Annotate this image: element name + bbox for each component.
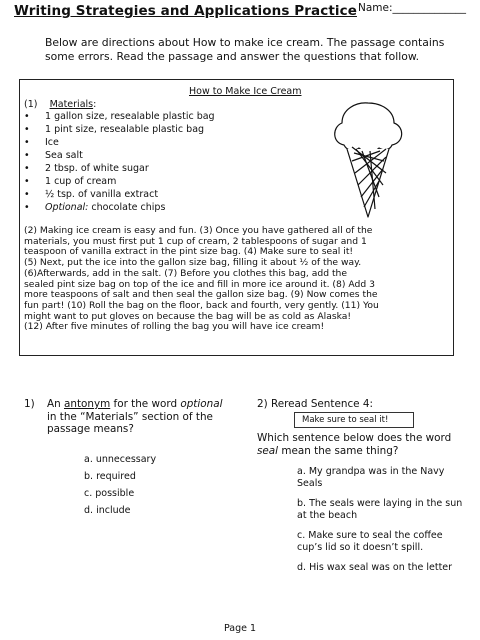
material-item: • 2 tbsp. of white sugar xyxy=(24,163,149,174)
optional-word: optional xyxy=(180,398,223,410)
passage-heading: How to Make Ice Cream xyxy=(189,86,302,97)
passage-line: materials, you must first put 1 cup of cream, 2 tablespoons of sugar and 1 xyxy=(24,235,367,247)
passage-line: teaspoon of vanilla extract in the pint size bag. (4) Make sure to seal it! xyxy=(24,246,354,258)
passage-line: more teaspoons of salt and then seal the gallon size bag. (9) Now comes the xyxy=(24,289,378,301)
passage-line: (12) After five minutes of rolling the bag you will have ice cream! xyxy=(24,321,325,333)
material-item-optional: • Optional: chocolate chips xyxy=(24,202,166,213)
question-2-heading: 2) Reread Sentence 4: xyxy=(257,398,373,410)
question-2-option-b[interactable]: b. The seals were laying in the sun at the beach xyxy=(297,498,463,522)
passage-line: (5) Next, put the ice into the gallon size bag, filling it about ½ of the way. xyxy=(24,257,362,269)
materials-heading xyxy=(24,99,96,110)
passage-line: fun part! (10) Roll the bag on the floor, back and fourth, very gently. (11) You xyxy=(24,299,379,311)
antonym-word: antonym xyxy=(64,398,111,410)
material-item: • 1 pint size, resealable plastic bag xyxy=(24,124,205,135)
materials-colon: : xyxy=(93,99,97,110)
passage-line: (6)Afterwards, add in the salt. (7) Before you clothes this bag, add the xyxy=(24,267,348,279)
name-blank: ______________ xyxy=(392,2,467,14)
question-1-option-d[interactable]: d. include xyxy=(84,505,131,516)
worksheet-title: Writing Strategies and Applications Practice xyxy=(14,3,357,19)
passage-line: might want to put gloves on because the bag will be as cold as Alaska! xyxy=(24,310,352,322)
question-1-option-c[interactable]: c. possible xyxy=(84,488,135,499)
passage-line: sealed pint size bag on top of the ice and fill in more ice around it. (8) Add 3 xyxy=(24,278,375,290)
seal-word: seal xyxy=(257,444,279,457)
material-item: • Sea salt xyxy=(24,150,83,161)
name-label: Name: xyxy=(358,2,393,14)
material-item: • 1 cup of cream xyxy=(24,176,117,187)
question-1-option-a[interactable]: a. unnecessary xyxy=(84,454,157,465)
passage-text xyxy=(24,226,452,333)
question-2-option-d[interactable]: d. His wax seal was on the letter xyxy=(297,562,453,573)
materials-number: (1) xyxy=(24,99,38,110)
question-2-option-a[interactable]: a. My grandpa was in the Navy Seals xyxy=(297,466,445,490)
question-1-number: 1) xyxy=(24,398,35,410)
optional-label: Optional: xyxy=(45,202,89,213)
question-2-text: Which sentence below does the word seal mean the same thing? xyxy=(257,432,452,457)
page-number: Page 1 xyxy=(224,623,257,634)
passage-line: (2) Making ice cream is easy and fun. (3) Once you have gathered all of the xyxy=(24,225,373,236)
question-1-text: An antonym for the word optional in the “Materials” section of the passage means? xyxy=(47,398,223,435)
sentence-4-box: Make sure to seal it! xyxy=(294,412,414,428)
material-item: • Ice xyxy=(24,137,59,148)
question-2-option-c[interactable]: c. Make sure to seal the coffee cup’s lid so it doesn’t spill. xyxy=(297,530,443,554)
instructions: Below are directions about How to make ice cream. The passage contains some errors. Read the passage and answer the questions that follow. xyxy=(45,36,445,63)
material-item: • ½ tsp. of vanilla extract xyxy=(24,189,159,200)
question-1-option-b[interactable]: b. required xyxy=(84,471,136,482)
ice-cream-cone-icon xyxy=(328,101,408,219)
materials-label: Materials xyxy=(49,99,94,110)
material-item: • 1 gallon size, resealable plastic bag xyxy=(24,111,215,122)
name-field xyxy=(358,2,466,14)
